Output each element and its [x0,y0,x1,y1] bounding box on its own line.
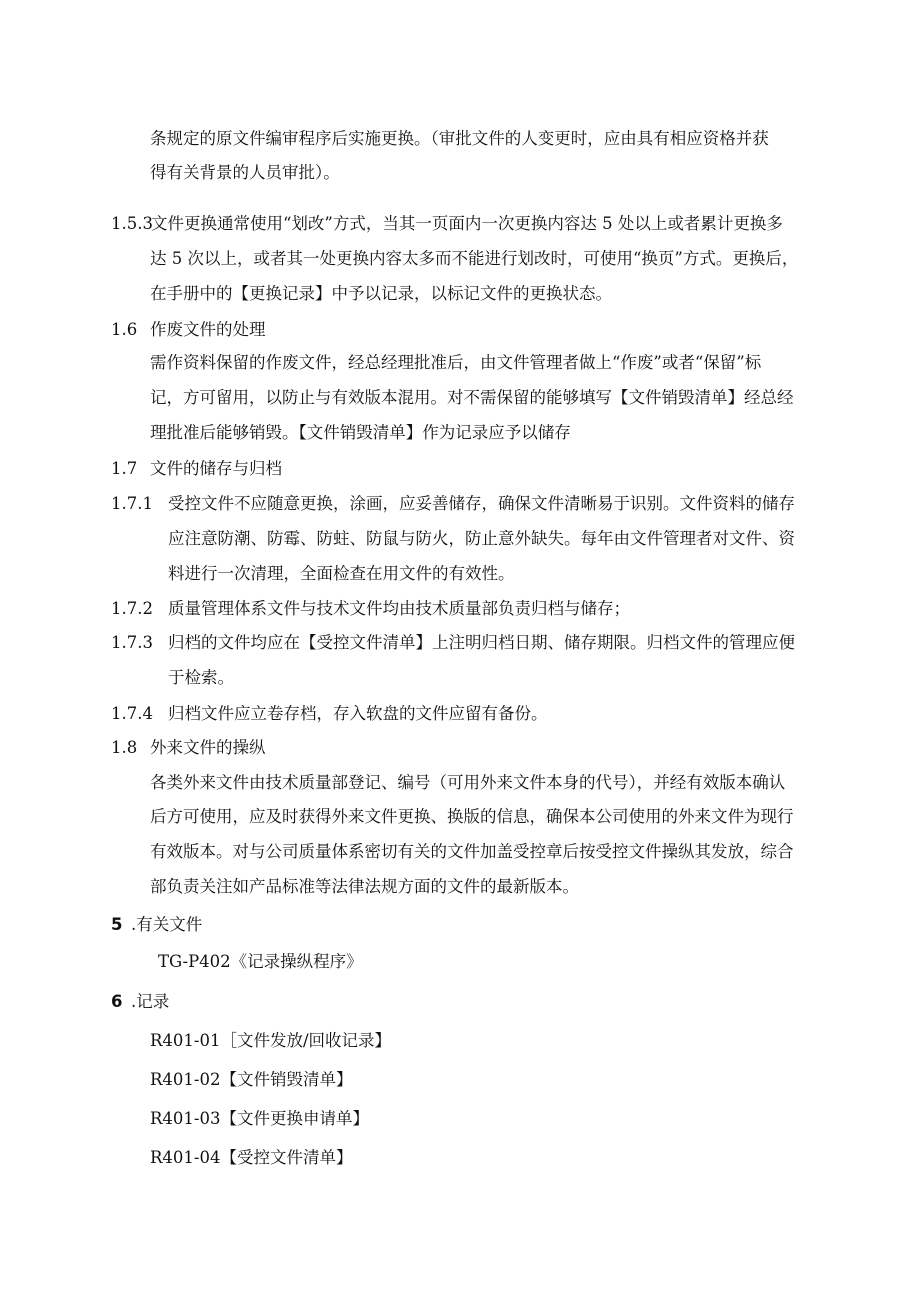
section-6-title: .记录 [131,992,170,1011]
section-number-1-7-1: 1.7.1 [111,494,153,513]
section-number-1-7-3: 1.7.3 [111,633,153,652]
section-1-7-2-line-1: 质量管理体系文件与技术文件均由技术质量部负责归档与储存； [168,599,630,618]
section-number-1-5-3: 1.5.3 [111,214,153,233]
section-1-7-3-line-2: 于检索。 [168,668,234,687]
section-1-5-3-line-2: 达 5 次以上，或者其一处更换内容太多而不能进行划改时，可使用“换页”方式。更换后， [150,249,799,268]
section-5-title: .有关文件 [131,915,203,934]
section-1-5-3-line-3: 在手册中的【更换记录】中予以记录，以标记文件的更换状态。 [150,284,612,303]
section-1-5-3-line-1: 文件更换通常使用“划改”方式，当其一页面内一次更换内容达 5 处以上或者累计更换多 [151,214,783,233]
section-number-1-7-2: 1.7.2 [111,599,153,618]
section-1-8-line-4: 部负责关注如产品标准等法律法规方面的文件的最新版本。 [150,877,579,896]
section-1-6-line-2: 记，方可留用，以防止与有效版本混用。对不需保留的能够填写【文件销毁清单】经总经 [150,388,794,407]
section-1-7-1-line-1: 受控文件不应随意更换，涂画，应妥善储存，确保文件清晰易于识别。文件资料的储存 [168,494,795,513]
section-1-7-4-line-1: 归档文件应立卷存档，存入软盘的文件应留有备份。 [168,704,548,723]
section-1-7-1-line-2: 应注意防潮、防霉、防蛀、防鼠与防火，防止意外缺失。每年由文件管理者对文件、资 [168,529,795,548]
section-number-1-7-4: 1.7.4 [111,704,153,723]
record-item: R401-02【文件销毁清单】 [150,1070,353,1089]
section-1-6-line-3: 理批准后能够销毁。【文件销毁清单】作为记录应予以储存 [150,423,571,442]
related-doc-item: TG-P402《记录操纵程序》 [158,952,363,971]
section-number-1-8: 1.8 [111,738,138,757]
record-item: R401-01［文件发放/回收记录】 [150,1031,392,1050]
section-number-1-7: 1.7 [111,459,138,478]
record-item: R401-04【受控文件清单】 [150,1148,353,1167]
section-1-8-line-3: 有效版本。对与公司质量体系密切有关的文件加盖受控章后按受控文件操纵其发放，综合 [150,842,794,861]
record-item: R401-03【文件更换申请单】 [150,1109,369,1128]
section-1-7-title: 文件的储存与归档 [150,459,282,478]
continuation-line-2: 得有关背景的人员审批）。 [150,163,340,182]
section-number-5: 5 [111,915,123,934]
section-1-8-line-1: 各类外来文件由技术质量部登记、编号（可用外来文件本身的代号），并经有效版本确认 [150,773,786,792]
section-1-8-title: 外来文件的操纵 [150,738,266,757]
section-number-6: 6 [111,992,123,1011]
section-1-8-line-2: 后方可使用，应及时获得外来文件更换、换版的信息，确保本公司使用的外来文件为现行 [150,807,794,826]
section-1-6-title: 作废文件的处理 [150,320,266,339]
section-1-7-1-line-3: 料进行一次清理，全面检查在用文件的有效性。 [168,564,515,583]
continuation-line-1: 条规定的原文件编审程序后实施更换。（审批文件的人变更时，应由具有相应资格并获 [150,129,769,148]
section-number-1-6: 1.6 [111,320,138,339]
section-1-7-3-line-1: 归档的文件均应在【受控文件清单】上注明归档日期、储存期限。归档文件的管理应便 [168,633,795,652]
section-1-6-line-1: 需作资料保留的作废文件，经总经理批准后，由文件管理者做上“作废”或者“保留”标 [150,353,762,372]
